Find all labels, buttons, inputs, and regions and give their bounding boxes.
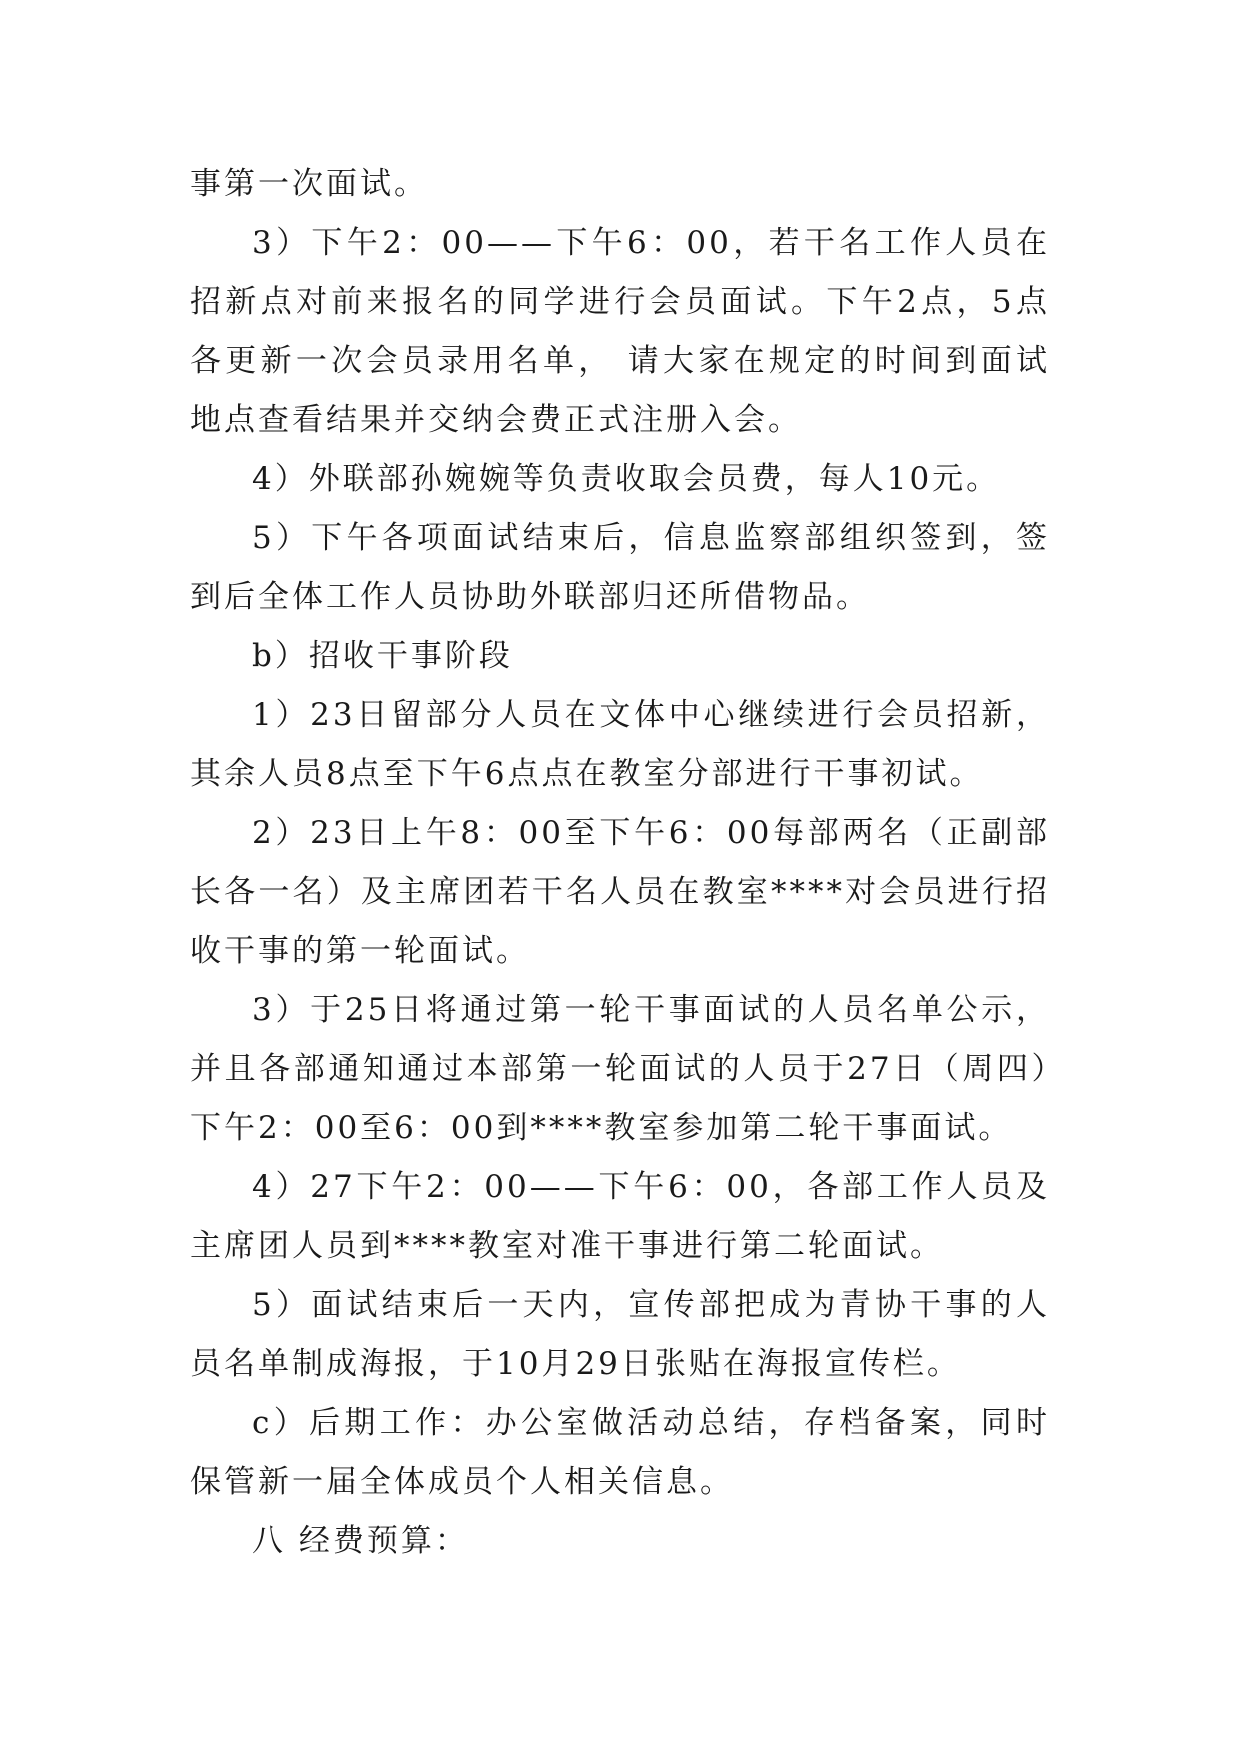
paragraph-item-5-signin: 5）下午各项面试结束后，信息监察部组织签到，签到后全体工作人员协助外联部归还所借物品。 <box>190 520 1050 615</box>
paragraph-item-3-interview: 3）下午2：00——下午6：00，若干名工作人员在招新点对前来报名的同学进行会员面试。下午2点，5点各更新一次会员录用名单， 请大家在规定的时间到面试地点查看结果并交纳会费正式注册入会。 <box>190 225 1050 438</box>
paragraph-item-4-fee: 4）外联部孙婉婉等负责收取会员费，每人10元。 <box>252 461 1001 497</box>
paragraph-b-item-2: 2）23日上午8：00至下午6：00每部两名（正副部长各一名）及主席团若干名人员在教室****对会员进行招收干事的第一轮面试。 <box>190 815 1050 969</box>
paragraph-b-item-5: 5）面试结束后一天内，宣传部把成为青协干事的人员名单制成海报，于10月29日张贴在海报宣传栏。 <box>190 1287 1050 1382</box>
paragraph-b-item-4: 4）27下午2：00——下午6：00，各部工作人员及主席团人员到****教室对准干事进行第二轮面试。 <box>190 1169 1050 1264</box>
paragraph-b-item-1: 1）23日留部分人员在文体中心继续进行会员招新，其余人员8点至下午6点点在教室分部进行干事初试。 <box>190 697 1050 792</box>
paragraph-c-later-work: c）后期工作：办公室做活动总结，存档备案，同时保管新一届全体成员个人相关信息。 <box>190 1405 1050 1500</box>
section-heading-b: b）招收干事阶段 <box>252 638 513 674</box>
document-body <box>190 155 1050 1571</box>
section-heading-budget: 八 经费预算： <box>252 1523 469 1559</box>
paragraph-continuation: 事第一次面试。 <box>190 166 428 202</box>
paragraph-b-item-3: 3）于25日将通过第一轮干事面试的人员名单公示，并且各部通知通过本部第一轮面试的人员于27日（周四）下午2：00至6：00到****教室参加第二轮干事面试。 <box>190 992 1050 1146</box>
